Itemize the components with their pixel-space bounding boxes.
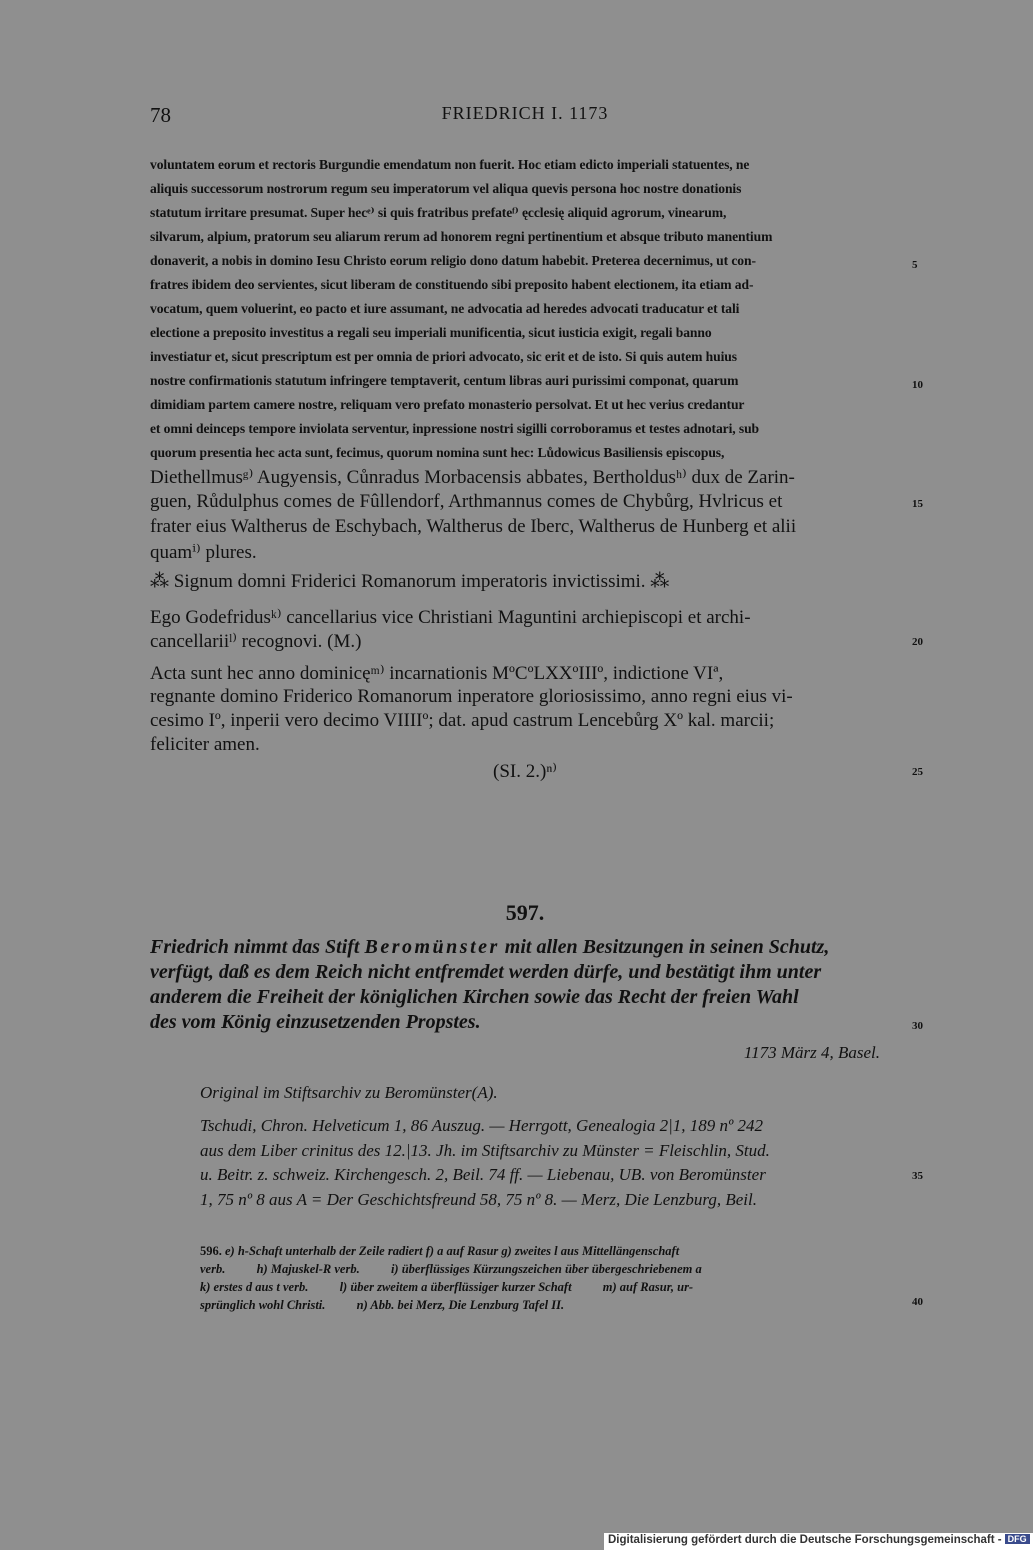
dating-line: feliciter amen. — [150, 734, 260, 755]
page-header — [150, 103, 900, 131]
dfg-logo: DFG — [1005, 1534, 1030, 1544]
regest-line: des vom König einzusetzenden Propstes. — [150, 1011, 481, 1033]
line-number: 20 — [912, 636, 923, 648]
body-line: silvarum, alpium, pratorum seu aliarum rerum ad honorem regni pertinentium et absque tributo manentium — [150, 229, 773, 244]
line-number: 35 — [912, 1170, 923, 1182]
footnote-line: sprünglich wohl Christi. n) Abb. bei Merz, Die Lenzburg Tafel II. — [200, 1298, 565, 1312]
body-line: statutum irritare presumat. Super hecᵉ⁾ si quis fratribus prefateᶠ⁾ ęcclesię aliquid agrorum, vinearum, — [150, 205, 727, 220]
footnote-line: verb. h) Majuskel-R verb. i) überflüssiges Kürzungszeichen über übergeschriebenem a — [200, 1262, 702, 1276]
body-line: fratres ibidem deo servientes, sicut liberam de constituendo sibi preposito habent electionem, ita etiam ad- — [150, 277, 754, 292]
witness-line: quamⁱ⁾ plures. — [150, 542, 257, 563]
date-place: 1173 März 4, Basel. — [743, 1043, 880, 1062]
witness-line: frater eius Waltherus de Eschybach, Waltherus de Iberc, Waltherus de Hunberg et alii — [150, 516, 797, 537]
regest-line — [150, 936, 900, 959]
body-line: vocatum, quem voluerint, eo pacto et iure assumant, ne advocatia ad heredes advocati traducatur et tali — [150, 301, 740, 316]
footnote-text: e) h-Schaft unterhalb der Zeile radiert f) a auf Rasur g) zweites l aus Mittellängenschaft — [225, 1244, 680, 1258]
regest-text: mit allen Besitzungen in seinen Schutz, — [499, 936, 830, 958]
line-number: 5 — [912, 259, 918, 271]
line-number: 25 — [912, 766, 923, 778]
body-line: et omni deinceps tempore inviolata serventur, inpressione nostri sigilli corroboramus et testes adnotari, sub — [150, 421, 759, 436]
regest-line: verfügt, daß es dem Reich nicht entfremdet werden dürfe, und bestätigt ihm unter — [150, 961, 822, 983]
dating-line: Acta sunt hec anno dominicęᵐ⁾ incarnationis MºCºLXXºIIIº, indictione VIª, — [150, 663, 724, 684]
regest-line: anderem die Freiheit der königlichen Kirchen sowie das Recht der freien Wahl — [150, 986, 799, 1008]
dating-line: regnante domino Friderico Romanorum inperatore gloriosissimo, anno regni eius vi- — [150, 686, 793, 707]
body-line: quorum presentia hec acta sunt, fecimus, quorum nomina sunt hec: Lůdowicus Basiliensis episcopus, — [150, 445, 725, 460]
footnote-label: 596. — [200, 1244, 222, 1258]
body-line: aliquis successorum nostrorum regum seu imperatorum vel aliqua quevis persona hoc nostre donationis — [150, 181, 742, 196]
document-number: 597. — [505, 900, 545, 925]
footnote-line — [200, 1244, 900, 1259]
footnote-line: k) erstes d aus t verb. l) über zweitem a überflüssiger kurzer Schaft m) auf Rasur, ur- — [200, 1280, 694, 1294]
literature-line: aus dem Liber crinitus des 12.|13. Jh. im Stiftsarchiv zu Münster = Fleischlin, Stud. — [200, 1141, 770, 1160]
body-line: electione a preposito investitus a regali seu imperiali munificentia, sicut iusticia exigit, regali banno — [150, 325, 712, 340]
line-number: 40 — [912, 1296, 923, 1308]
literature-line: u. Beitr. z. schweiz. Kirchengesch. 2, Beil. 74 ff. — Liebenau, UB. von Beromünster — [200, 1165, 766, 1184]
line-number: 15 — [912, 498, 923, 510]
literature-line: 1, 75 nº 8 aus A = Der Geschichtsfreund 58, 75 nº 8. — Merz, Die Lenzburg, Beil. — [200, 1190, 758, 1209]
page-number: 78 — [150, 103, 171, 127]
body-line: voluntatem eorum et rectoris Burgundie emendatum non fuerit. Hoc etiam edicto imperiali statuentes, ne — [150, 157, 750, 172]
recognition-line: Ego Godefridusᵏ⁾ cancellarius vice Christiani Maguntini archiepiscopi et archi- — [150, 607, 751, 628]
funding-text: Digitalisierung gefördert durch die Deutsche Forschungsgemeinschaft - — [608, 1534, 1002, 1546]
running-title: FRIEDRICH I. 1173 — [441, 103, 609, 123]
body-line: donaverit, a nobis in domino Iesu Christo eorum religio dono datum habebit. Preterea decernimus, ut con- — [150, 253, 756, 268]
funding-footer — [604, 1533, 1033, 1550]
signum-line: ⁂ Signum domni Friderici Romanorum imperatoris invictissimi. ⁂ — [150, 571, 670, 592]
recognition-line: cancellariiˡ⁾ recognovi. (M.) — [150, 631, 362, 652]
line-number: 30 — [912, 1020, 923, 1032]
regest-place-name: Beromünster — [364, 936, 500, 958]
witness-line: guen, Růdulphus comes de Fûllendorf, Arthmannus comes de Chybůrg, Hvlricus et — [150, 491, 783, 512]
line-number: 10 — [912, 379, 923, 391]
regest-text: Friedrich nimmt das Stift — [150, 936, 365, 958]
dating-line: cesimo Iº, inperii vero decimo VIIIIº; dat. apud castrum Lencebůrg Xº kal. marcii; — [150, 710, 775, 731]
body-line: dimidiam partem camere nostre, reliquam vero prefato monasterio persolvat. Et ut hec verius credantur — [150, 397, 745, 412]
original-source: Original im Stiftsarchiv zu Beromünster(A). — [200, 1083, 498, 1102]
body-line: investiatur et, sicut prescriptum est per omnia de priori advocato, sic erit et de isto. Si quis autem huius — [150, 349, 737, 364]
literature-line: Tschudi, Chron. Helveticum 1, 86 Auszug. — Herrgott, Genealogia 2|1, 189 nº 242 — [200, 1116, 764, 1135]
witness-line: Diethellmusᵍ⁾ Augyensis, Cůnradus Morbacensis abbates, Bertholdusʰ⁾ dux de Zarin- — [150, 467, 795, 488]
body-line: nostre confirmationis statutum infringere temptaverit, centum libras auri purissimi componat, quarum — [150, 373, 739, 388]
seal-line: (SI. 2.)ⁿ⁾ — [493, 761, 557, 782]
